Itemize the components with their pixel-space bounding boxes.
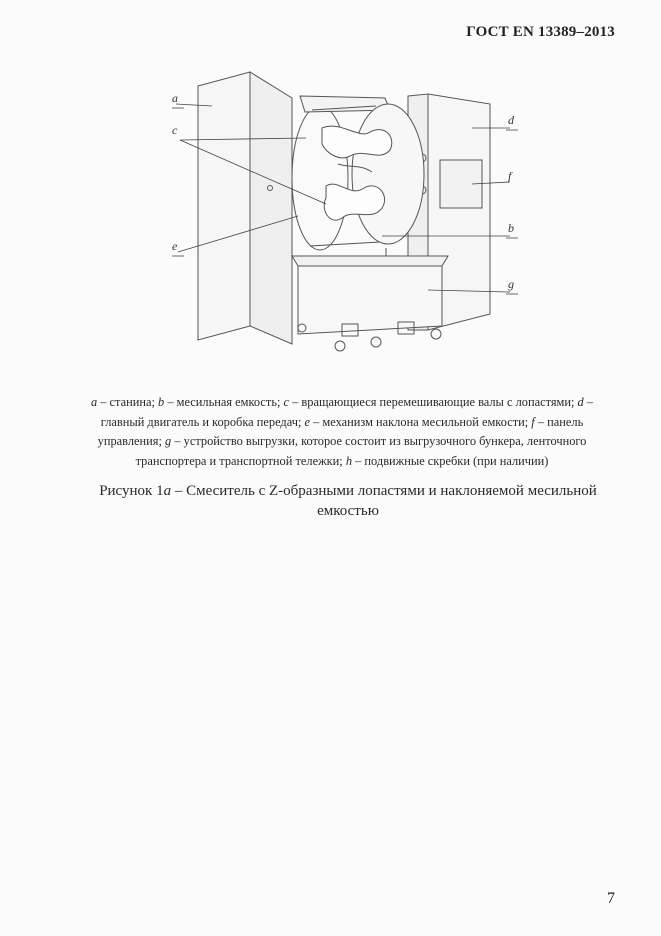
label-d: d xyxy=(508,113,514,127)
legend-text: – главный двигатель и коробка передач; xyxy=(100,395,594,429)
label-c: c xyxy=(172,123,178,137)
legend-text: – панель управления; xyxy=(97,414,584,448)
label-f: f xyxy=(508,169,512,183)
frame-left xyxy=(198,72,250,340)
legend-text: – устройство выгрузки, которое состоит из выгрузочного бункера, ленточного транспортера и транспортной тележки; xyxy=(135,434,587,468)
legend-text: – механизм наклона месильной емкости; xyxy=(310,414,532,429)
label-a: a xyxy=(172,91,178,105)
standard-code-header: ГОСТ EN 13389–2013 xyxy=(466,24,615,40)
discharge-hopper xyxy=(292,256,448,266)
legend-text: – станина; xyxy=(97,395,159,409)
mixer-drawing xyxy=(150,68,530,360)
legend-item xyxy=(304,414,535,429)
legend-text: – вращающиеся перемешивающие валы с лопастями; xyxy=(289,395,578,409)
legend-item xyxy=(346,454,549,468)
legend-key: f xyxy=(531,414,535,429)
page-number: 7 xyxy=(607,890,615,907)
legend-key: b xyxy=(158,395,165,409)
legend-key: h xyxy=(345,453,353,468)
legend-key: d xyxy=(577,395,584,409)
legend-key: c xyxy=(283,395,290,409)
label-b: b xyxy=(508,221,514,235)
z-blade-upper xyxy=(322,126,392,158)
legend-item xyxy=(158,395,283,409)
caption-text: – Смеситель с Z-образными лопастями и наклоняемой месильной емкостью xyxy=(171,483,597,519)
caption-number-suffix: a xyxy=(163,483,172,499)
legend-key: a xyxy=(90,395,98,409)
legend-key: e xyxy=(304,414,311,429)
legend-item xyxy=(284,395,578,409)
legend-item xyxy=(91,395,158,409)
frame-left-side xyxy=(250,72,292,344)
legend-text: – месильная емкость; xyxy=(164,395,284,409)
legend-key: g xyxy=(165,434,172,448)
legend-text: – подвижные скребки (при наличии) xyxy=(352,453,549,468)
caption-prefix: Рисунок 1 xyxy=(99,483,164,499)
figure-caption xyxy=(78,481,618,521)
label-e: e xyxy=(172,239,178,253)
label-g: g xyxy=(508,277,514,291)
bowl-rear xyxy=(352,104,424,244)
figure-legend xyxy=(72,393,612,471)
